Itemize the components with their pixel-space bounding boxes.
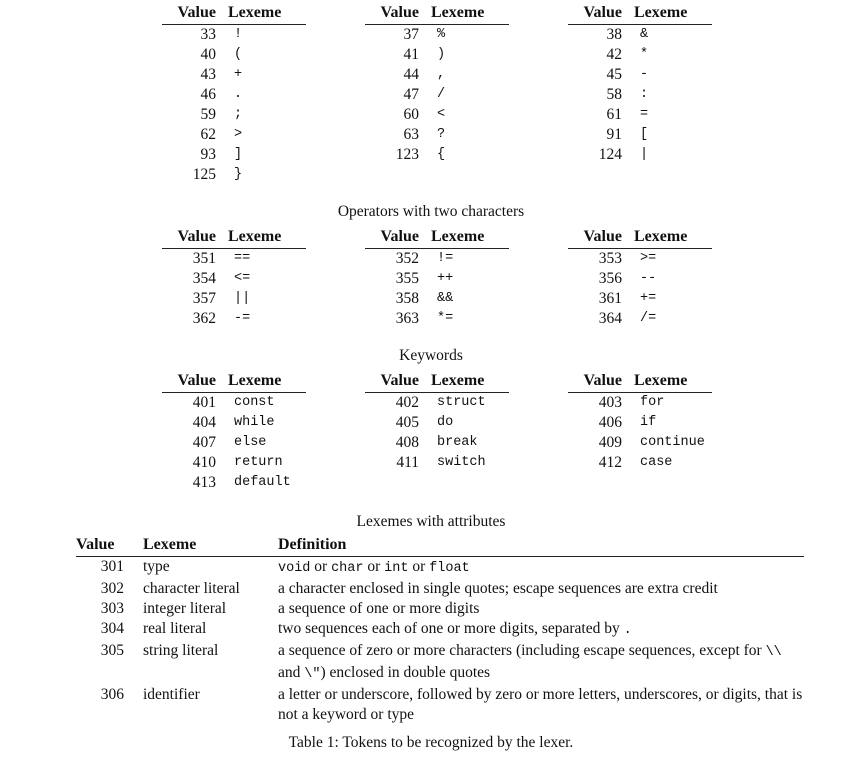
table-row xyxy=(568,25,712,46)
token-lexeme: ? xyxy=(437,127,446,142)
value-header: Value xyxy=(365,3,431,25)
attr-lexeme: type xyxy=(143,558,170,575)
token-lexeme: while xyxy=(234,415,275,430)
table-row xyxy=(365,249,509,270)
lexeme-header: Lexeme xyxy=(143,535,278,557)
table-row xyxy=(568,289,712,309)
table-row xyxy=(162,105,306,125)
token-lexeme: ( xyxy=(234,47,243,62)
table-row xyxy=(162,65,306,85)
table-row xyxy=(568,125,712,145)
definition-text: and xyxy=(278,664,305,681)
token-value: 401 xyxy=(192,394,216,411)
token-value: 356 xyxy=(598,270,622,287)
token-value: 40 xyxy=(200,46,216,63)
table-row xyxy=(568,85,712,105)
token-value: 61 xyxy=(606,106,622,123)
token-lexeme: . xyxy=(234,87,243,102)
table-row xyxy=(365,125,509,145)
attr-lexeme: real literal xyxy=(143,620,207,637)
token-value: 353 xyxy=(598,250,622,267)
lexeme-header: Lexeme xyxy=(634,227,712,249)
lexeme-header: Lexeme xyxy=(228,371,306,393)
definition-code: \" xyxy=(304,667,321,682)
token-lexeme: ; xyxy=(234,107,243,122)
token-lexeme: ) xyxy=(437,47,446,62)
value-header: Value xyxy=(76,535,143,557)
token-value: 45 xyxy=(606,66,622,83)
token-lexeme: [ xyxy=(640,127,649,142)
token-value: 41 xyxy=(403,46,419,63)
token-lexeme: /= xyxy=(640,311,657,326)
attr-value: 303 xyxy=(100,600,124,617)
table-row xyxy=(162,393,306,414)
token-value: 358 xyxy=(395,290,419,307)
table-row xyxy=(365,145,509,165)
lexeme-header: Lexeme xyxy=(431,371,509,393)
keywords-table-2 xyxy=(365,371,509,473)
table-row xyxy=(365,25,509,46)
table-row xyxy=(162,453,306,473)
token-value: 60 xyxy=(403,106,419,123)
token-value: 355 xyxy=(395,270,419,287)
lexeme-header: Lexeme xyxy=(228,3,306,25)
single-char-table-1 xyxy=(162,3,306,185)
attr-lexeme: identifier xyxy=(143,686,200,703)
token-lexeme: >= xyxy=(640,251,657,266)
token-lexeme: | xyxy=(640,147,649,162)
attr-definition xyxy=(278,641,804,685)
two-char-table-3 xyxy=(568,227,712,329)
token-value: 410 xyxy=(192,454,216,471)
table-row xyxy=(162,125,306,145)
attr-definition xyxy=(278,619,804,641)
token-lexeme: == xyxy=(234,251,251,266)
table-row xyxy=(162,269,306,289)
token-value: 404 xyxy=(192,414,216,431)
token-lexeme: ! xyxy=(234,27,243,42)
token-lexeme: > xyxy=(234,127,243,142)
token-value: 409 xyxy=(598,434,622,451)
table-row xyxy=(76,685,804,725)
token-lexeme: + xyxy=(234,67,243,82)
token-lexeme: if xyxy=(640,415,657,430)
table-row xyxy=(162,249,306,270)
definition-text: a sequence of one or more digits xyxy=(278,600,480,617)
table-row xyxy=(568,413,712,433)
attr-lexeme: string literal xyxy=(143,642,219,659)
token-value: 357 xyxy=(192,290,216,307)
token-value: 37 xyxy=(403,26,419,43)
attr-value: 306 xyxy=(100,686,124,703)
token-value: 43 xyxy=(200,66,216,83)
token-lexeme: , xyxy=(437,67,446,82)
single-char-table-3 xyxy=(568,3,712,165)
definition-text: a sequence of zero or more characters (including escape sequences, except for xyxy=(278,642,766,659)
table-row xyxy=(568,65,712,85)
token-lexeme: && xyxy=(437,291,454,306)
value-header: Value xyxy=(568,371,634,393)
token-value: 352 xyxy=(395,250,419,267)
table-row xyxy=(162,45,306,65)
definition-code: void xyxy=(278,561,311,576)
token-lexeme: ++ xyxy=(437,271,454,286)
definition-text: or xyxy=(408,558,430,575)
token-value: 59 xyxy=(200,106,216,123)
value-header: Value xyxy=(162,371,228,393)
attr-lexeme: integer literal xyxy=(143,600,227,617)
keywords-table-3 xyxy=(568,371,712,473)
token-value: 62 xyxy=(200,126,216,143)
token-value: 403 xyxy=(598,394,622,411)
table-row xyxy=(568,453,712,473)
table-row xyxy=(365,65,509,85)
table-row xyxy=(365,45,509,65)
value-header: Value xyxy=(365,227,431,249)
table-row xyxy=(162,85,306,105)
definition-text: ) enclosed in double quotes xyxy=(320,664,491,681)
attr-definition xyxy=(278,599,804,619)
token-lexeme: % xyxy=(437,27,446,42)
table-row xyxy=(76,599,804,619)
token-lexeme: const xyxy=(234,395,275,410)
value-header: Value xyxy=(568,3,634,25)
token-lexeme: for xyxy=(640,395,665,410)
token-lexeme: ] xyxy=(234,147,243,162)
value-header: Value xyxy=(365,371,431,393)
token-lexeme: != xyxy=(437,251,454,266)
token-lexeme: continue xyxy=(640,435,705,450)
token-value: 38 xyxy=(606,26,622,43)
token-lexeme: = xyxy=(640,107,649,122)
attr-value: 305 xyxy=(100,642,124,659)
token-value: 407 xyxy=(192,434,216,451)
token-value: 354 xyxy=(192,270,216,287)
table-row xyxy=(365,289,509,309)
token-lexeme: <= xyxy=(234,271,251,286)
attr-definition xyxy=(278,685,804,725)
token-lexeme: < xyxy=(437,107,446,122)
table-row xyxy=(568,309,712,329)
token-value: 44 xyxy=(403,66,419,83)
token-value: 46 xyxy=(200,86,216,103)
token-lexeme: & xyxy=(640,27,649,42)
token-lexeme: else xyxy=(234,435,267,450)
definition-text: a letter or underscore, followed by zero or more letters, underscores, or digits, that is not a keyword or type xyxy=(278,686,803,723)
table-row xyxy=(162,413,306,433)
attributes-table xyxy=(76,535,804,725)
token-value: 47 xyxy=(403,86,419,103)
token-lexeme: case xyxy=(640,455,673,470)
token-lexeme: * xyxy=(640,47,649,62)
table-row xyxy=(162,289,306,309)
table-row xyxy=(568,145,712,165)
token-lexeme: || xyxy=(234,291,251,306)
token-lexeme: -= xyxy=(234,311,251,326)
value-header: Value xyxy=(568,227,634,249)
definition-code: char xyxy=(331,561,364,576)
token-value: 63 xyxy=(403,126,419,143)
table-row xyxy=(365,105,509,125)
token-lexeme: { xyxy=(437,147,446,162)
token-lexeme: *= xyxy=(437,311,454,326)
token-value: 412 xyxy=(598,454,622,471)
table-row xyxy=(365,393,509,414)
attr-definition xyxy=(278,579,804,599)
value-header: Value xyxy=(162,227,228,249)
token-value: 123 xyxy=(395,146,419,163)
lexeme-header: Lexeme xyxy=(634,371,712,393)
value-header: Value xyxy=(162,3,228,25)
table-row xyxy=(162,25,306,46)
token-value: 361 xyxy=(598,290,622,307)
token-lexeme: break xyxy=(437,435,478,450)
table-row xyxy=(76,619,804,641)
definition-code: float xyxy=(429,561,470,576)
definition-code: . xyxy=(623,623,632,638)
token-value: 363 xyxy=(395,310,419,327)
lexeme-header: Lexeme xyxy=(431,227,509,249)
token-value: 58 xyxy=(606,86,622,103)
table-row xyxy=(568,393,712,414)
token-lexeme: } xyxy=(234,167,243,182)
attributes-title: Lexemes with attributes xyxy=(356,513,506,530)
token-lexeme: do xyxy=(437,415,454,430)
table-row xyxy=(76,557,804,580)
table-row xyxy=(365,85,509,105)
token-lexeme: / xyxy=(437,87,446,102)
attr-value: 304 xyxy=(100,620,124,637)
token-lexeme: return xyxy=(234,455,283,470)
token-value: 91 xyxy=(606,126,622,143)
definition-header: Definition xyxy=(278,535,804,557)
attr-definition xyxy=(278,557,804,580)
definition-text: or xyxy=(363,558,385,575)
token-value: 93 xyxy=(200,146,216,163)
token-value: 405 xyxy=(395,414,419,431)
table-row xyxy=(76,579,804,599)
definition-text: two sequences each of one or more digits, separated by xyxy=(278,620,624,637)
definition-text: a character enclosed in single quotes; escape sequences are extra credit xyxy=(278,580,718,597)
token-lexeme: switch xyxy=(437,455,486,470)
lexeme-header: Lexeme xyxy=(431,3,509,25)
table-row xyxy=(162,473,306,493)
token-value: 124 xyxy=(598,146,622,163)
token-lexeme: struct xyxy=(437,395,486,410)
attr-value: 301 xyxy=(100,558,124,575)
lexeme-header: Lexeme xyxy=(634,3,712,25)
token-lexeme: - xyxy=(640,67,649,82)
keywords-table-1 xyxy=(162,371,306,493)
token-value: 364 xyxy=(598,310,622,327)
two-char-table-2 xyxy=(365,227,509,329)
token-value: 33 xyxy=(200,26,216,43)
table-row xyxy=(76,641,804,685)
token-lexeme: : xyxy=(640,87,649,102)
keywords-title: Keywords xyxy=(399,347,463,364)
table-row xyxy=(568,105,712,125)
table-row xyxy=(365,413,509,433)
table-row xyxy=(162,145,306,165)
attr-lexeme: character literal xyxy=(143,580,240,597)
token-value: 402 xyxy=(395,394,419,411)
table-row xyxy=(568,249,712,270)
definition-code: \\ xyxy=(765,645,782,660)
single-char-table-2 xyxy=(365,3,509,165)
lexeme-header: Lexeme xyxy=(228,227,306,249)
definition-text: or xyxy=(310,558,332,575)
table-row xyxy=(365,453,509,473)
token-value: 125 xyxy=(192,166,216,183)
token-value: 411 xyxy=(396,454,419,471)
table-row xyxy=(568,269,712,289)
two-char-table-1 xyxy=(162,227,306,329)
token-lexeme: -- xyxy=(640,271,657,286)
table-row xyxy=(568,45,712,65)
token-value: 406 xyxy=(598,414,622,431)
token-lexeme: += xyxy=(640,291,657,306)
table-row xyxy=(365,309,509,329)
table-row xyxy=(365,269,509,289)
token-value: 408 xyxy=(395,434,419,451)
table-row xyxy=(162,433,306,453)
token-lexeme: default xyxy=(234,475,291,490)
token-value: 362 xyxy=(192,310,216,327)
token-value: 413 xyxy=(192,474,216,491)
table-row xyxy=(162,309,306,329)
table-row xyxy=(568,433,712,453)
table-row xyxy=(365,433,509,453)
token-value: 42 xyxy=(606,46,622,63)
token-value: 351 xyxy=(192,250,216,267)
definition-code: int xyxy=(384,561,409,576)
table-row xyxy=(162,165,306,185)
attr-value: 302 xyxy=(100,580,124,597)
table-caption: Table 1: Tokens to be recognized by the lexer. xyxy=(288,734,574,751)
two-char-title: Operators with two characters xyxy=(337,203,525,220)
